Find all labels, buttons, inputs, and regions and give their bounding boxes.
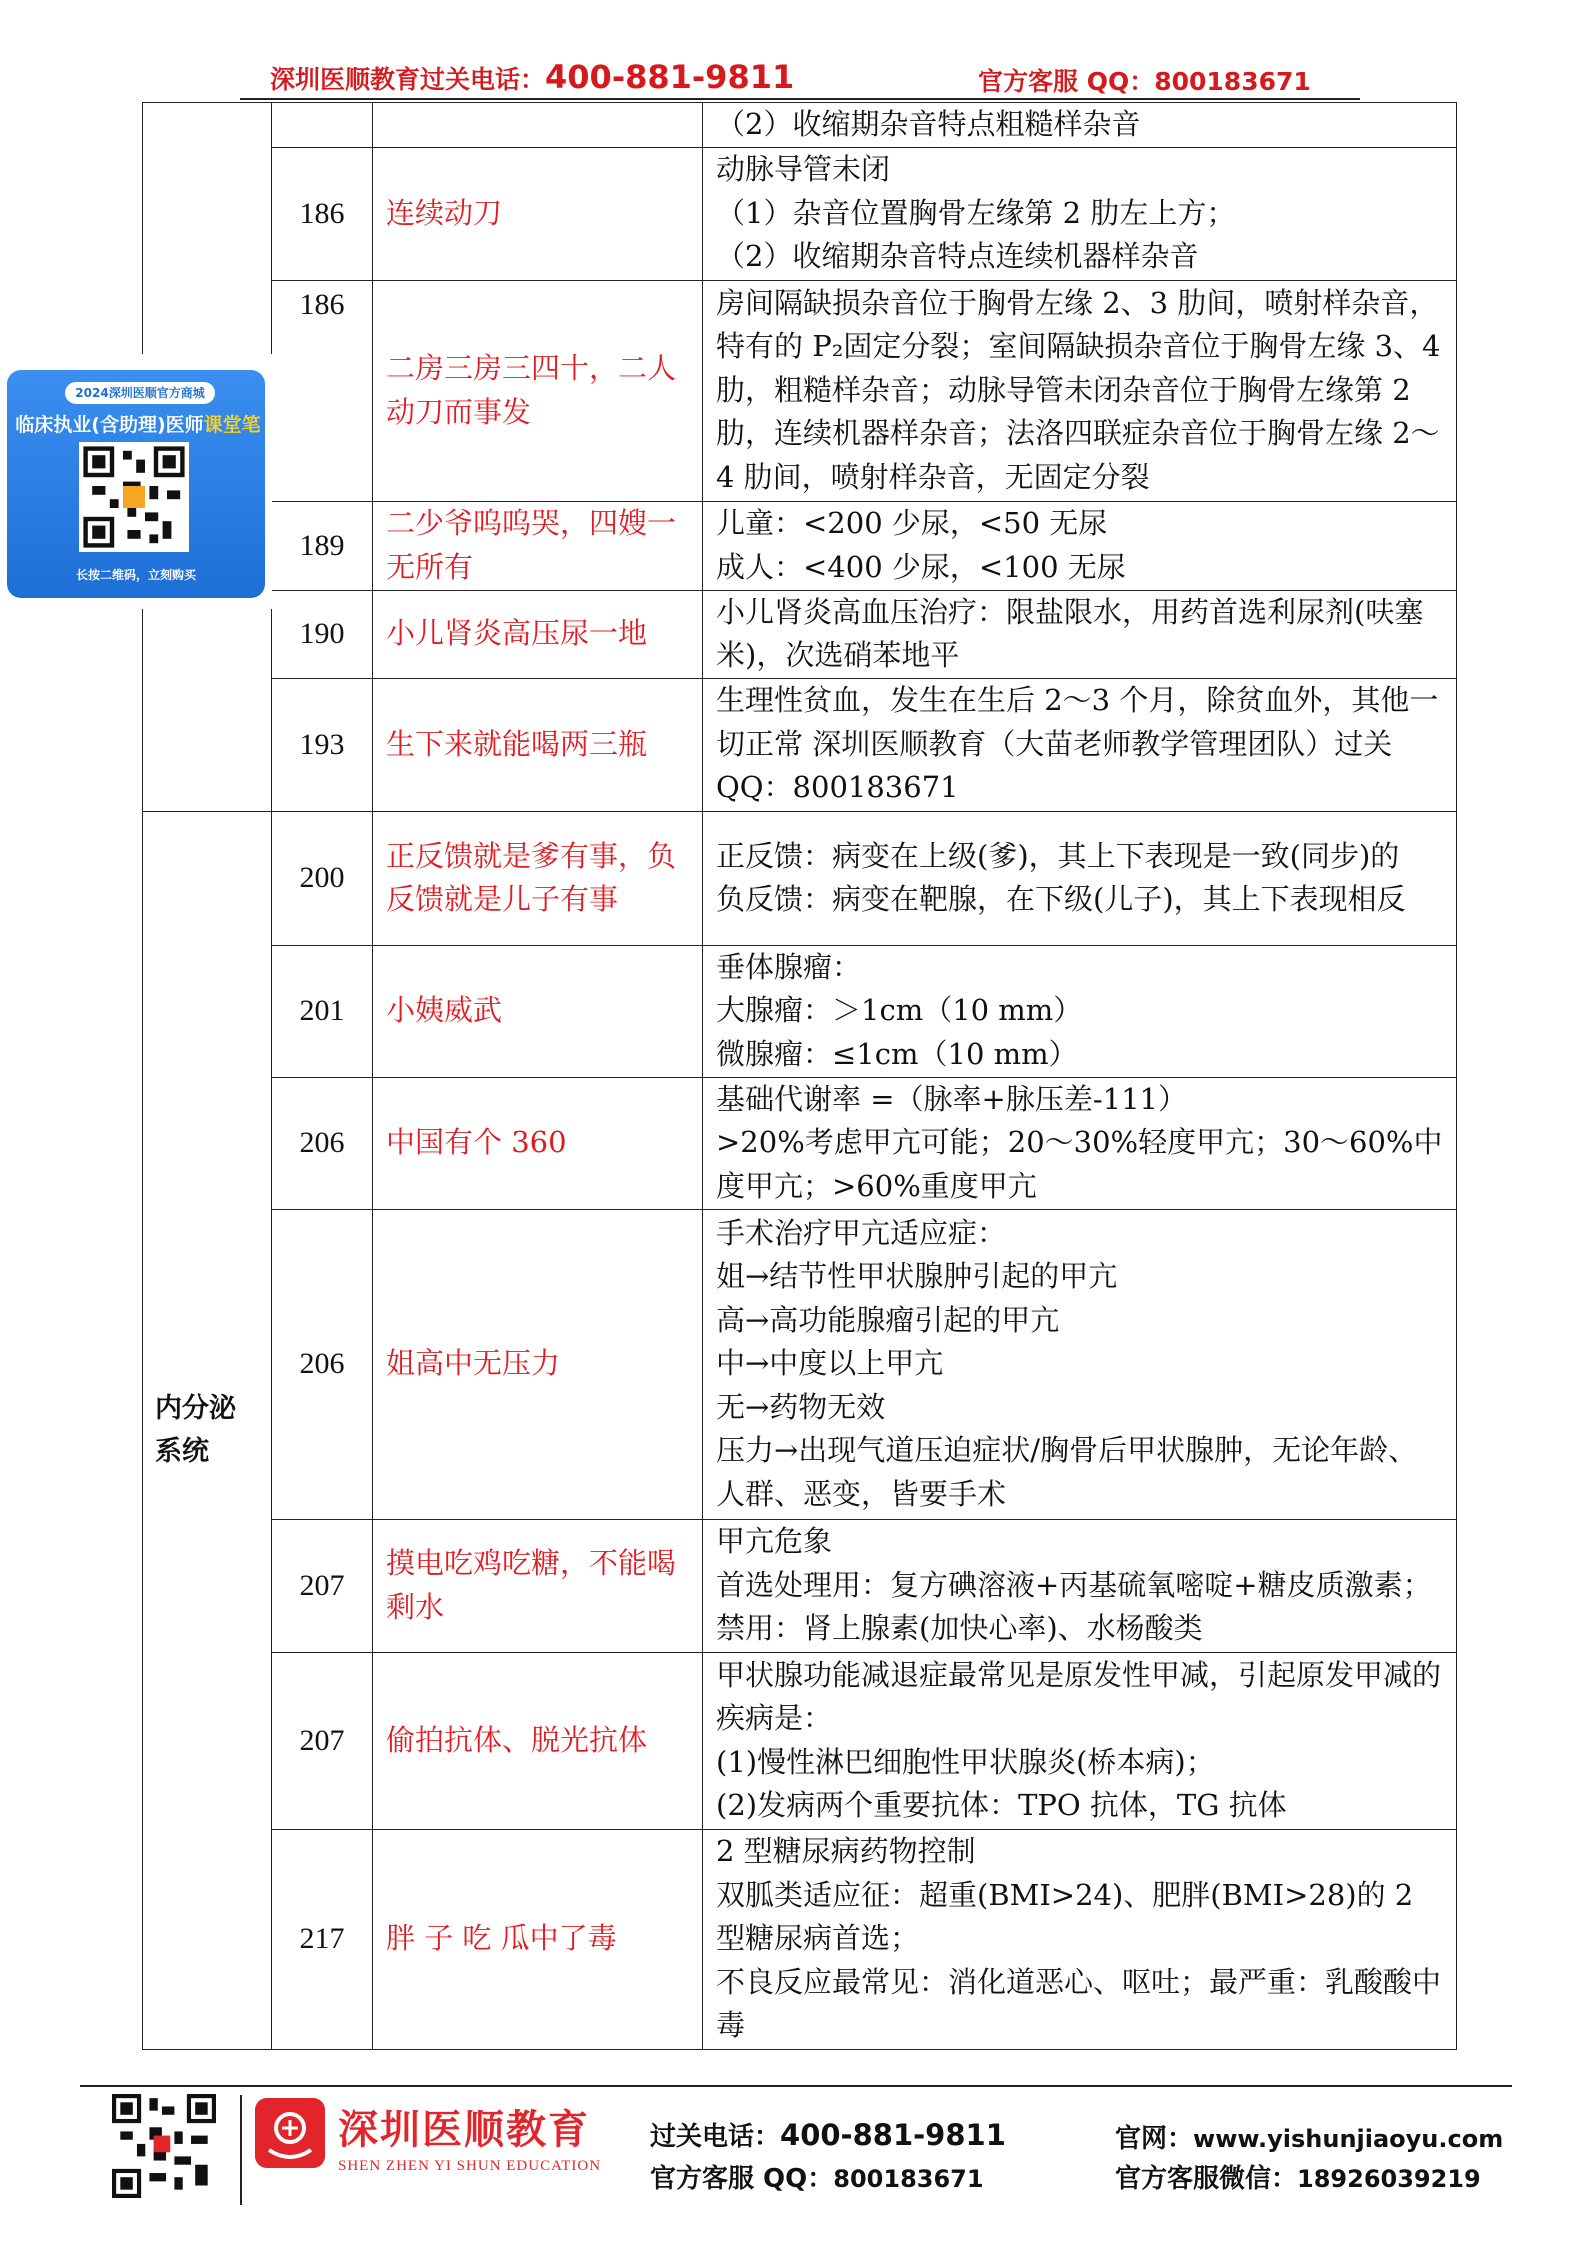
table-row xyxy=(143,1077,1457,1209)
header-phone-number: 400-881-9811 xyxy=(545,58,795,96)
header-divider xyxy=(240,98,1360,100)
mnemonic: 二少爷呜呜哭，四嫂一无所有 xyxy=(373,501,703,590)
mnemonic: 姐高中无压力 xyxy=(373,1209,703,1519)
mnemonic: 摸电吃鸡吃糖，不能喝剩水 xyxy=(373,1519,703,1652)
page-number: 207 xyxy=(272,1519,373,1652)
header-qq-number: 800183671 xyxy=(1154,67,1311,96)
page-header xyxy=(270,58,1350,98)
page-number: 186 xyxy=(272,147,373,280)
explanation: 手术治疗甲亢适应症： 姐→结节性甲状腺肿引起的甲亢 高→高功能腺瘤引起的甲亢 中→中度以上甲亢 无→药物无效 压力→出现气道压迫症状/胸骨后甲状腺肿，无论年龄、人群、恶变，皆要手术 xyxy=(703,1209,1457,1519)
mnemonic-table xyxy=(142,102,1457,2050)
mnemonic: 偷拍抗体、脱光抗体 xyxy=(373,1652,703,1829)
page-number: 193 xyxy=(272,678,373,811)
mnemonic: 中国有个 360 xyxy=(373,1077,703,1209)
explanation: 甲亢危象 首选处理用：复方碘溶液+丙基硫氧嘧啶+糖皮质激素；禁用：肾上腺素(加快心率)、水杨酸类 xyxy=(703,1519,1457,1652)
promo-ribbon: 2024深圳医顺官方商城 xyxy=(65,382,215,404)
page-number: 201 xyxy=(272,945,373,1077)
promo-card-body xyxy=(7,370,265,598)
mnemonic: 生下来就能喝两三瓶 xyxy=(373,678,703,811)
footer-website-url[interactable]: www.yishunjiaoyu.com xyxy=(1193,2125,1504,2153)
promo-card[interactable] xyxy=(0,354,272,609)
mnemonic: 正反馈就是爹有事，负反馈就是儿子有事 xyxy=(373,811,703,945)
table-row xyxy=(143,678,1457,811)
table-row xyxy=(143,1652,1457,1829)
explanation: 儿童：<200 少尿，<50 无尿 成人：<400 少尿，<100 无尿 xyxy=(703,501,1457,590)
table-row xyxy=(143,103,1457,148)
page-number: 189 xyxy=(272,501,373,590)
table-row xyxy=(143,1209,1457,1519)
explanation: 2 型糖尿病药物控制 双胍类适应征：超重(BMI>24)、肥胖(BMI>28)的 2 型糖尿病首选； 不良反应最常见：消化道恶心、呕吐；最严重：乳酸酸中毒 xyxy=(703,1829,1457,2049)
footer-separator xyxy=(240,2095,242,2205)
footer-phone-number: 400-881-9811 xyxy=(780,2118,1006,2152)
table-row xyxy=(143,280,1457,501)
promo-title-highlight: 课堂笔 xyxy=(203,414,261,436)
footer-website[interactable]: 官网：www.yishunjiaoyu.com xyxy=(1115,2124,1504,2154)
page-number: 206 xyxy=(272,1209,373,1519)
page-number: 200 xyxy=(272,811,373,945)
explanation: 正反馈：病变在上级(爹)，其上下表现是一致(同步)的 负反馈：病变在靶腺，在下级(儿子)，其上下表现相反 xyxy=(703,811,1457,945)
explanation: 甲状腺功能减退症最常见是原发性甲减，引起原发甲减的疾病是： (1)慢性淋巴细胞性甲状腺炎(桥本病)； (2)发病两个重要抗体：TPO 抗体，TG 抗体 xyxy=(703,1652,1457,1829)
table-row xyxy=(143,1519,1457,1652)
footer-qq-number: 800183671 xyxy=(833,2165,984,2193)
table-row xyxy=(143,147,1457,280)
promo-title: 临床执业(含助理)医师课堂笔 xyxy=(13,410,263,464)
footer-wechat-id: 18926039219 xyxy=(1297,2165,1481,2193)
mnemonic: 小姨威武 xyxy=(373,945,703,1077)
explanation: 小儿肾炎高血压治疗：限盐限水，用药首选利尿剂(呋塞米)，次选硝苯地平 xyxy=(703,590,1457,678)
footer-qq: 官方客服 QQ：800183671 xyxy=(650,2164,984,2194)
header-qq: 官方客服 QQ：800183671 xyxy=(978,67,1311,96)
footer-divider xyxy=(80,2085,1512,2087)
page-number: 190 xyxy=(272,590,373,678)
explanation: 动脉导管未闭 （1）杂音位置胸骨左缘第 2 肋左上方； （2）收缩期杂音特点连续机器样杂音 xyxy=(703,147,1457,280)
page-number: 217 xyxy=(272,1829,373,2049)
promo-hint: 长按二维码，立刻购买 xyxy=(75,568,196,582)
footer-wechat: 官方客服微信：18926039219 xyxy=(1115,2164,1481,2194)
page-number xyxy=(272,103,373,148)
table-row xyxy=(143,501,1457,590)
explanation: （2）收缩期杂音特点粗糙样杂音 xyxy=(703,103,1457,148)
brand-logo-icon xyxy=(255,2098,325,2168)
category-endocrine-cell: 内分泌系统 xyxy=(143,811,272,2049)
page-number: 206 xyxy=(272,1077,373,1209)
page-number: 186 xyxy=(272,280,373,501)
footer-qr-code-icon[interactable] xyxy=(112,2093,216,2199)
explanation: 垂体腺瘤： 大腺瘤：＞1cm（10 mm） 微腺瘤：≤1cm（10 mm） xyxy=(703,945,1457,1077)
explanation: 基础代谢率 =（脉率+脉压差-111） >20%考虑甲亢可能；20～30%轻度甲亢；30～60%中度甲亢；>60%重度甲亢 xyxy=(703,1077,1457,1209)
explanation: 生理性贫血，发生在生后 2～3 个月，除贫血外，其他一切正常 深圳医顺教育（大苗老师教学管理团队）过关 QQ：800183671 xyxy=(703,678,1457,811)
mnemonic: 连续动刀 xyxy=(373,147,703,280)
table-row xyxy=(143,945,1457,1077)
table-row xyxy=(143,590,1457,678)
mnemonic: 胖 子 吃 瓜中了毒 xyxy=(373,1829,703,2049)
mnemonic: 二房三房三四十，二人动刀而事发 xyxy=(373,280,703,501)
page-number: 207 xyxy=(272,1652,373,1829)
brand-name: 深圳医顺教育 xyxy=(338,2107,590,2153)
mnemonic xyxy=(373,103,703,148)
header-phone: 深圳医顺教育过关电话：400-881-9811 xyxy=(270,58,795,96)
footer-phone: 过关电话：400-881-9811 xyxy=(650,2118,1006,2152)
mnemonic: 小儿肾炎高压尿一地 xyxy=(373,590,703,678)
promo-qr-code-icon[interactable] xyxy=(79,442,189,552)
table-row xyxy=(143,811,1457,945)
table-row xyxy=(143,1829,1457,2049)
brand-name-en: SHEN ZHEN YI SHUN EDUCATION xyxy=(338,2158,602,2174)
explanation: 房间隔缺损杂音位于胸骨左缘 2、3 肋间，喷射样杂音，特有的 P₂固定分裂；室间隔缺损杂音位于胸骨左缘 3、4 肋，粗糙样杂音；动脉导管未闭杂音位于胸骨左缘第 2 肋，连续机器样杂音；法洛四联症杂音位于胸骨左缘 2～4 肋间，喷射样杂音，无固定分裂 xyxy=(703,280,1457,501)
